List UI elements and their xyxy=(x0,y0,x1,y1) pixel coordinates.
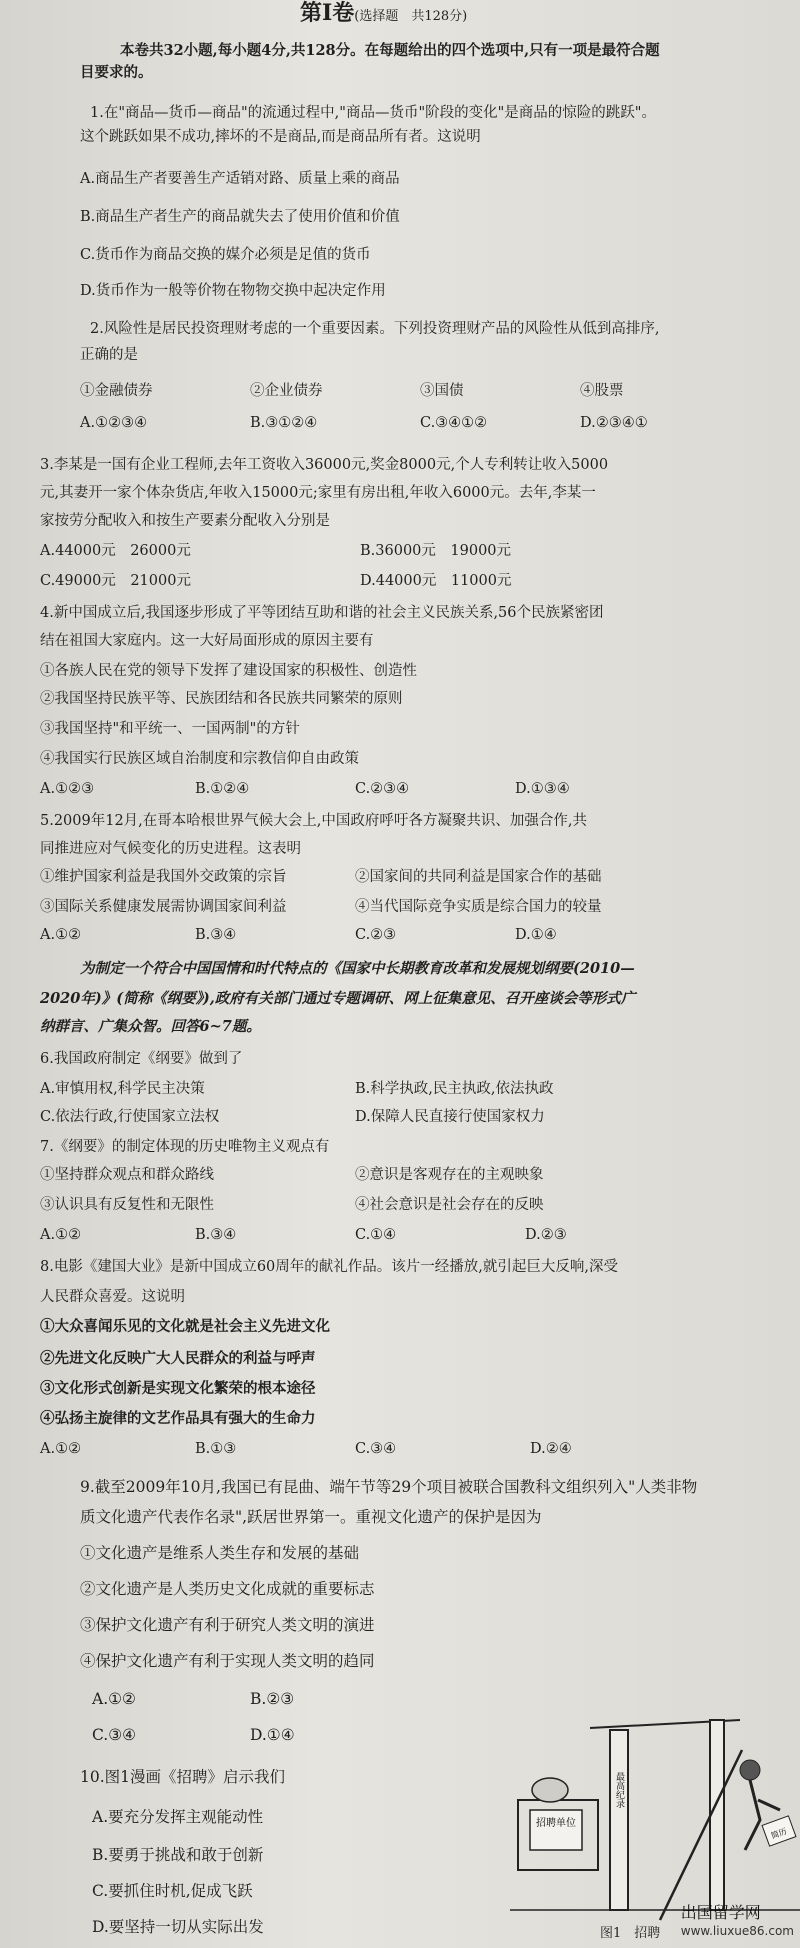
q4-item-4: ④我国实行民族区域自治制度和宗教信仰自由政策 xyxy=(40,751,359,767)
q1-option-b: B.商品生产者生产的商品就失去了使用价值和价值 xyxy=(80,209,400,225)
second-post xyxy=(710,1720,724,1910)
q3-option-d: D.44000元 11000元 xyxy=(360,573,512,589)
q7-option-c: C.①④ xyxy=(355,1227,397,1243)
jumper-head xyxy=(740,1760,760,1780)
q9-item-4: ④保护文化遗产有利于实现人类文明的趋同 xyxy=(80,1652,375,1670)
q7-option-d: D.②③ xyxy=(525,1227,567,1243)
q6-stem: 6.我国政府制定《纲要》做到了 xyxy=(40,1051,243,1067)
q2-stem-2: 正确的是 xyxy=(80,347,138,363)
q3-option-a: A.44000元 26000元 xyxy=(40,543,191,559)
q2-item-1: ①金融债券 xyxy=(80,383,153,399)
q8-option-c: C.③④ xyxy=(355,1441,397,1457)
pole-text: 最高纪录 xyxy=(614,1772,624,1808)
q5-item-1: ①维护国家利益是我国外交政策的宗旨 xyxy=(40,869,287,885)
q4-option-a: A.①②③ xyxy=(40,781,95,797)
q6-option-d: D.保障人民直接行使国家权力 xyxy=(355,1109,545,1125)
q1-stem-1: 1.在"商品—货币—商品"的流通过程中,"商品—货币"阶段的变化"是商品的惊险的跳跃"。 xyxy=(90,105,656,121)
q2-option-a: A.①②③④ xyxy=(80,415,148,431)
seated-figure xyxy=(532,1778,568,1802)
instructions-line-1: 本卷共32小题,每小题4分,共128分。在每题给出的四个选项中,只有一项是最符合题 xyxy=(120,42,660,59)
q9-option-b: B.②③ xyxy=(250,1690,295,1708)
q4-stem-2: 结在祖国大家庭内。这一大好局面形成的原因主要有 xyxy=(40,633,374,649)
q2-option-c: C.③④①② xyxy=(420,415,488,431)
instructions-line-2: 目要求的。 xyxy=(80,64,153,81)
q2-item-2: ②企业债券 xyxy=(250,383,323,399)
q1-option-c: C.货币作为商品交换的媒介必须是足值的货币 xyxy=(80,247,371,263)
sign-text: 招聘单位 xyxy=(536,1818,576,1829)
q8-item-4: ④弘扬主旋律的文艺作品具有强大的生命力 xyxy=(40,1410,316,1427)
section-title: 第Ⅰ卷(选择题 共128分) xyxy=(300,0,468,26)
q5-option-c: C.②③ xyxy=(355,927,397,943)
q3-option-b: B.36000元 19000元 xyxy=(360,543,512,559)
q4-option-d: D.①③④ xyxy=(515,781,570,797)
cartoon-figure xyxy=(510,1710,800,1930)
q10-stem: 10.图1漫画《招聘》启示我们 xyxy=(80,1768,286,1786)
q4-option-c: C.②③④ xyxy=(355,781,410,797)
q9-stem-2: 质文化遗产代表作名录",跃居世界第一。重视文化遗产的保护是因为 xyxy=(80,1508,542,1526)
q9-stem-1: 9.截至2009年10月,我国已有昆曲、端午节等29个项目被联合国教科文组织列入"人类非物 xyxy=(80,1478,698,1496)
q9-item-3: ③保护文化遗产有利于研究人类文明的演进 xyxy=(80,1616,375,1634)
q2-item-4: ④股票 xyxy=(580,383,624,399)
q4-stem-1: 4.新中国成立后,我国逐步形成了平等团结互助和谐的社会主义民族关系,56个民族紧密团 xyxy=(40,605,604,621)
q7-item-2: ②意识是客观存在的主观映象 xyxy=(355,1167,544,1183)
q5-item-3: ③国际关系健康发展需协调国家间利益 xyxy=(40,899,287,915)
figure-caption: 图1 招聘 xyxy=(600,1926,661,1941)
q8-option-b: B.①③ xyxy=(195,1441,237,1457)
sign-board xyxy=(530,1810,582,1850)
q7-option-b: B.③④ xyxy=(195,1227,237,1243)
q10-option-b: B.要勇于挑战和敢于创新 xyxy=(92,1846,264,1864)
q9-option-c: C.③④ xyxy=(92,1726,137,1744)
q2-option-d: D.②③④① xyxy=(580,415,648,431)
q10-option-c: C.要抓住时机,促成飞跃 xyxy=(92,1882,253,1900)
q4-item-3: ③我国坚持"和平统一、一国两制"的方针 xyxy=(40,721,300,737)
q2-stem-1: 2.风险性是居民投资理财考虑的一个重要因素。下列投资理财产品的风险性从低到高排序, xyxy=(90,321,660,337)
q5-stem-1: 5.2009年12月,在哥本哈根世界气候大会上,中国政府呼吁各方凝聚共识、加强合作,共 xyxy=(40,813,588,829)
q3-stem-1: 3.李某是一国有企业工程师,去年工资收入36000元,奖金8000元,个人专利转让收入5000 xyxy=(40,457,609,473)
q4-item-2: ②我国坚持民族平等、民族团结和各民族共同繁荣的原则 xyxy=(40,691,403,707)
q7-item-1: ①坚持群众观点和群众路线 xyxy=(40,1167,214,1183)
q3-stem-3: 家按劳分配收入和按生产要素分配收入分别是 xyxy=(40,513,330,529)
q8-stem-1: 8.电影《建国大业》是新中国成立60周年的献礼作品。该片一经播放,就引起巨大反响,深受 xyxy=(40,1259,619,1275)
q9-item-2: ②文化遗产是人类历史文化成就的重要标志 xyxy=(80,1580,375,1598)
paper-text: 简历 xyxy=(769,1826,788,1841)
q4-item-1: ①各族人民在党的领导下发挥了建设国家的积极性、创造性 xyxy=(40,663,417,679)
q7-item-4: ④社会意识是社会存在的反映 xyxy=(355,1197,544,1213)
q7-stem: 7.《纲要》的制定体现的历史唯物主义观点有 xyxy=(40,1139,330,1155)
q8-option-d: D.②④ xyxy=(530,1441,572,1457)
watermark xyxy=(681,1904,794,1940)
q9-item-1: ①文化遗产是维系人类生存和发展的基础 xyxy=(80,1544,360,1562)
q9-option-a: A.①② xyxy=(92,1690,136,1708)
q4-option-b: B.①②④ xyxy=(195,781,250,797)
material-line-1: 为制定一个符合中国国情和时代特点的《国家中长期教育改革和发展规划纲要(2010— xyxy=(80,960,635,977)
q8-stem-2: 人民群众喜爱。这说明 xyxy=(40,1289,185,1305)
q5-item-4: ④当代国际竞争实质是综合国力的较量 xyxy=(355,899,602,915)
q8-item-1: ①大众喜闻乐见的文化就是社会主义先进文化 xyxy=(40,1318,330,1335)
q8-item-2: ②先进文化反映广大人民群众的利益与呼声 xyxy=(40,1350,316,1367)
q1-stem-2: 这个跳跃如果不成功,摔坏的不是商品,而是商品所有者。这说明 xyxy=(80,129,481,145)
q6-option-c: C.依法行政,行使国家立法权 xyxy=(40,1109,220,1125)
q7-option-a: A.①② xyxy=(40,1227,82,1243)
q10-option-a: A.要充分发挥主观能动性 xyxy=(92,1808,264,1826)
watermark-site: 出国留学网 xyxy=(680,1903,761,1922)
q9-option-d: D.①④ xyxy=(250,1726,295,1744)
vault-pole xyxy=(660,1750,742,1920)
q6-option-b: B.科学执政,民主执政,依法执政 xyxy=(355,1081,554,1097)
q3-stem-2: 元,其妻开一家个体杂货店,年收入15000元;家里有房出租,年收入6000元。去年,李某一 xyxy=(40,485,596,501)
q3-option-c: C.49000元 21000元 xyxy=(40,573,191,589)
q8-option-a: A.①② xyxy=(40,1441,82,1457)
q5-stem-2: 同推进应对气候变化的历史进程。这表明 xyxy=(40,841,301,857)
q7-item-3: ③认识具有反复性和无限性 xyxy=(40,1197,214,1213)
q2-option-b: B.③①②④ xyxy=(250,415,318,431)
q10-option-d: D.要坚持一切从实际出发 xyxy=(92,1918,264,1936)
q5-option-b: B.③④ xyxy=(195,927,237,943)
watermark-url: www.liuxue86.com xyxy=(680,1924,794,1938)
q1-option-d: D.货币作为一般等价物在物物交换中起决定作用 xyxy=(80,283,386,299)
material-line-3: 纳群言、广集众智。回答6~7题。 xyxy=(40,1018,261,1035)
measuring-post xyxy=(610,1730,628,1910)
q6-option-a: A.审慎用权,科学民主决策 xyxy=(40,1081,205,1097)
q2-item-3: ③国债 xyxy=(420,383,464,399)
q1-option-a: A.商品生产者要善生产适销对路、质量上乘的商品 xyxy=(80,171,400,187)
q5-item-2: ②国家间的共同利益是国家合作的基础 xyxy=(355,869,602,885)
material-line-2: 2020年)》(简称《纲要》),政府有关部门通过专题调研、网上征集意见、召开座谈会等形式广 xyxy=(40,990,636,1007)
q8-item-3: ③文化形式创新是实现文化繁荣的根本途径 xyxy=(40,1380,316,1397)
q5-option-d: D.①④ xyxy=(515,927,557,943)
q5-option-a: A.①② xyxy=(40,927,82,943)
